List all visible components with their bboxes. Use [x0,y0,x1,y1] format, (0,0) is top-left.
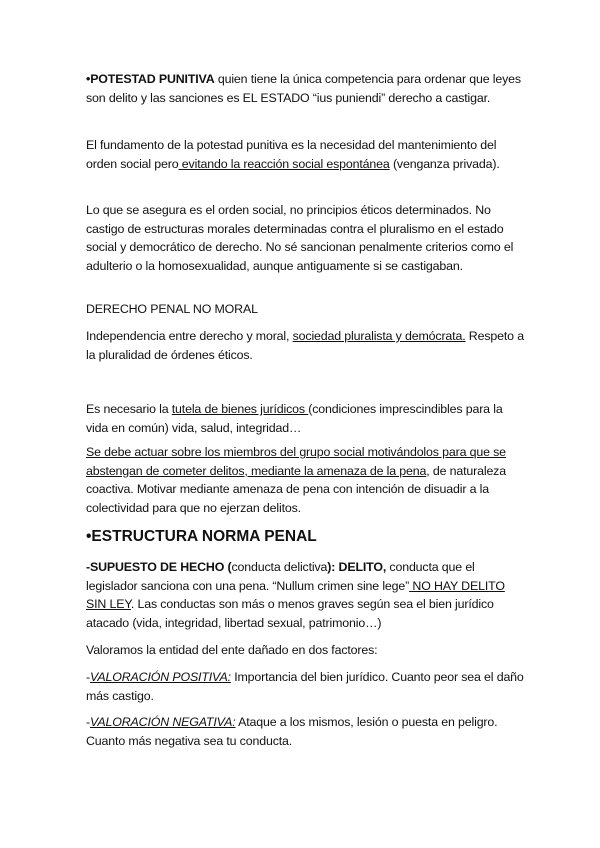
supuesto-bold-1: -SUPUESTO DE HECHO ( [86,560,232,574]
derecho-penal-no-moral-text: DERECHO PENAL NO MORAL [86,302,258,316]
independencia-underlined: sociedad pluralista y demócrata. [292,329,466,343]
val-positiva-text: Importancia del bien jurídico. Cuanto peor sea el daño más castigo. [86,670,524,703]
supuesto-normal-3: . Las conductas son más o menos graves según sea el bien jurídico atacado (vida, integridad, libertad sexual, patrimonio…) [86,597,494,630]
orden-social-text: Lo que se asegura es el orden social, no principios éticos determinados. No castigo de estructuras morales determinadas contra el pluralismo en el estado social y democrático de derecho. No sé sancionan penalmente criterios como el adulterio o la homosexualidad, aunque antiguamente si se castigaban. [86,203,514,273]
fundamento-text-1: El fundamento de la potestad punitiva es la necesidad del mantenimiento del orden social pero [86,138,497,171]
val-positiva-dash: - [86,670,90,684]
tutela-underlined: tutela de bienes jurídicos [171,402,309,416]
supuesto-normal-1: conducta delictiva [231,560,328,574]
paragraph-supuesto-de-hecho [86,558,526,632]
potestad-text: quien tiene la única competencia para ordenar que leyes son delito y las sanciones es EL ESTADO “ius puniendi” derecho a castigar. [86,72,521,105]
estructura-norma-penal-heading: •ESTRUCTURA NORMA PENAL [86,528,317,545]
paragraph-valoracion-positiva [86,668,526,705]
val-negativa-dash: - [86,715,90,729]
tutela-text-2: (condiciones imprescindibles para la vida en común) vida, salud, integridad… [86,402,503,435]
paragraph-fundamento [86,136,526,173]
valoramos-text: Valoramos la entidad del ente dañado en dos factores: [86,643,378,657]
independencia-text-2: Respeto a la pluralidad de órdenes éticos. [86,329,524,362]
independencia-text-1: Independencia entre derecho y moral, [86,329,293,343]
paragraph-tutela [86,400,526,437]
paragraph-derecho-penal-no-moral [86,300,526,319]
fundamento-underlined: evitando la reacción social espontánea [178,156,390,171]
motivacion-text: , de naturaleza coactiva. Motivar mediante amenaza de pena con intención de disuadir a la colectividad para que no ejerzan delitos. [86,463,506,515]
supuesto-bold-2: ): DELITO, [327,560,387,574]
tutela-text-1: Es necesario la [86,402,172,416]
fundamento-text-2: (venganza privada). [389,156,500,171]
val-negativa-label: VALORACIÓN NEGATIVA: [89,715,236,729]
val-positiva-label: VALORACIÓN POSITIVA: [89,670,231,684]
paragraph-orden-social [86,201,526,275]
val-negativa-text: Ataque a los mismos, lesión o puesta en peligro. Cuanto más negativa sea tu conducta. [86,715,498,748]
supuesto-underlined: NO HAY DELITO SIN LEY [86,578,505,611]
paragraph-valoramos [86,641,526,660]
supuesto-normal-2: conducta que el legislador sanciona con una pena. “Nullum crimen sine lege” [86,560,475,593]
paragraph-valoracion-negativa [86,713,526,750]
motivacion-underlined: Se debe actuar sobre los miembros del grupo social motivándolos para que se abstengan de cometer delitos, mediante la amenaza de la pena [86,445,506,478]
paragraph-motivacion [86,443,526,517]
potestad-heading: •POTESTAD PUNITIVA [86,72,215,86]
paragraph-independencia [86,327,526,364]
paragraph-potestad-punitiva [86,70,526,107]
